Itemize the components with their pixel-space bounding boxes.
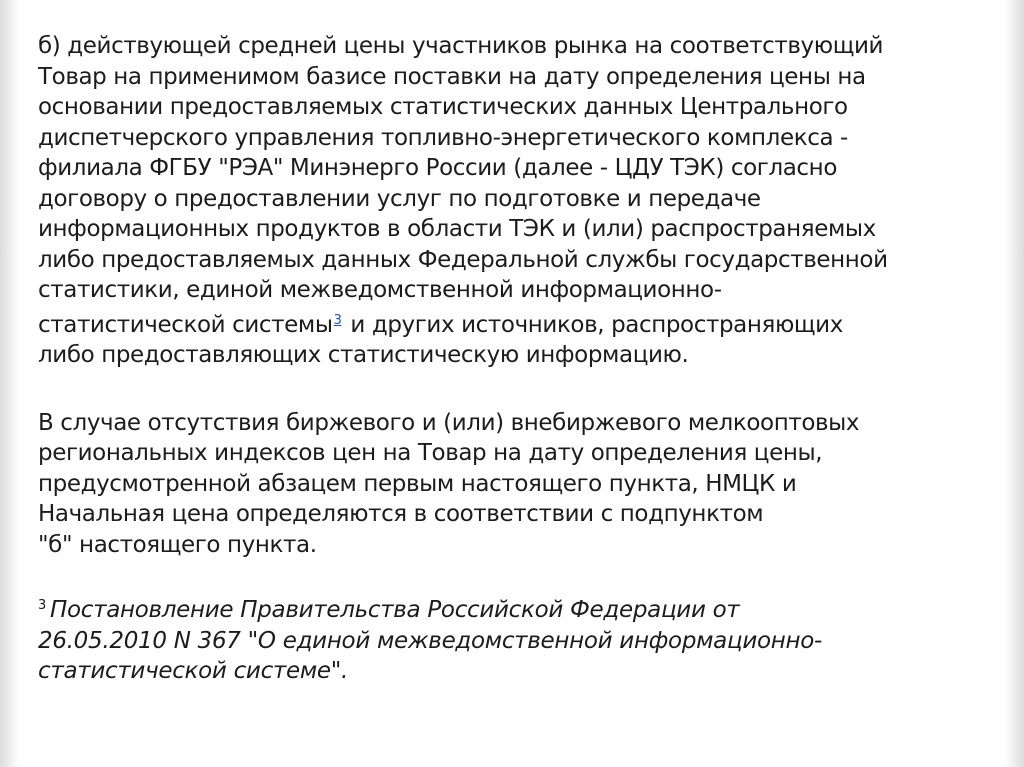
right-edge-shadow bbox=[1006, 0, 1024, 767]
footnote-marker: 3 bbox=[38, 598, 46, 613]
footnote bbox=[38, 591, 998, 687]
paragraph-1-text: б) действующей средней цены участников рынка на соответствующий Товар на применимом базисе поставки на дату определения цены на основании предоставляемых статистических данных Центрального диспетчерского управления топливно-энергетического комплекса - филиала ФГБУ "РЭА" Минэнерго России (далее - ЦДУ ТЭК) согласно договору о предоставлении услуг по подготовке и передаче информационных продуктов в области ТЭК и (или) распространяемых либо предоставляемых данных Федеральной службы государственной статистики, единой межведомственной информационно- статистической системы bbox=[38, 33, 888, 338]
footnote-text: Постановление Правительства Российской Федерации от 26.05.2010 N 367 "О единой межведомственной информационно- статистической системе". bbox=[38, 597, 822, 684]
footnote-reference-link[interactable]: 3 bbox=[333, 312, 342, 328]
slide-content bbox=[38, 31, 998, 687]
paragraph-b-subitem bbox=[38, 31, 998, 371]
paragraph-absence-case: В случае отсутствия биржевого и (или) внебиржевого мелкооптовых региональных индексов цен на Товар на дату определения цены, предусмотренной абзацем первым настоящего пункта, НМЦК и Начальная цена определяются в соответствии с подпунктом "б" настоящего пункта. bbox=[38, 409, 860, 558]
left-edge-shadow bbox=[0, 0, 18, 767]
paragraph-1-text-continued: и других источников, распространяющих либо предоставляющих статистическую информацию. bbox=[38, 311, 843, 368]
